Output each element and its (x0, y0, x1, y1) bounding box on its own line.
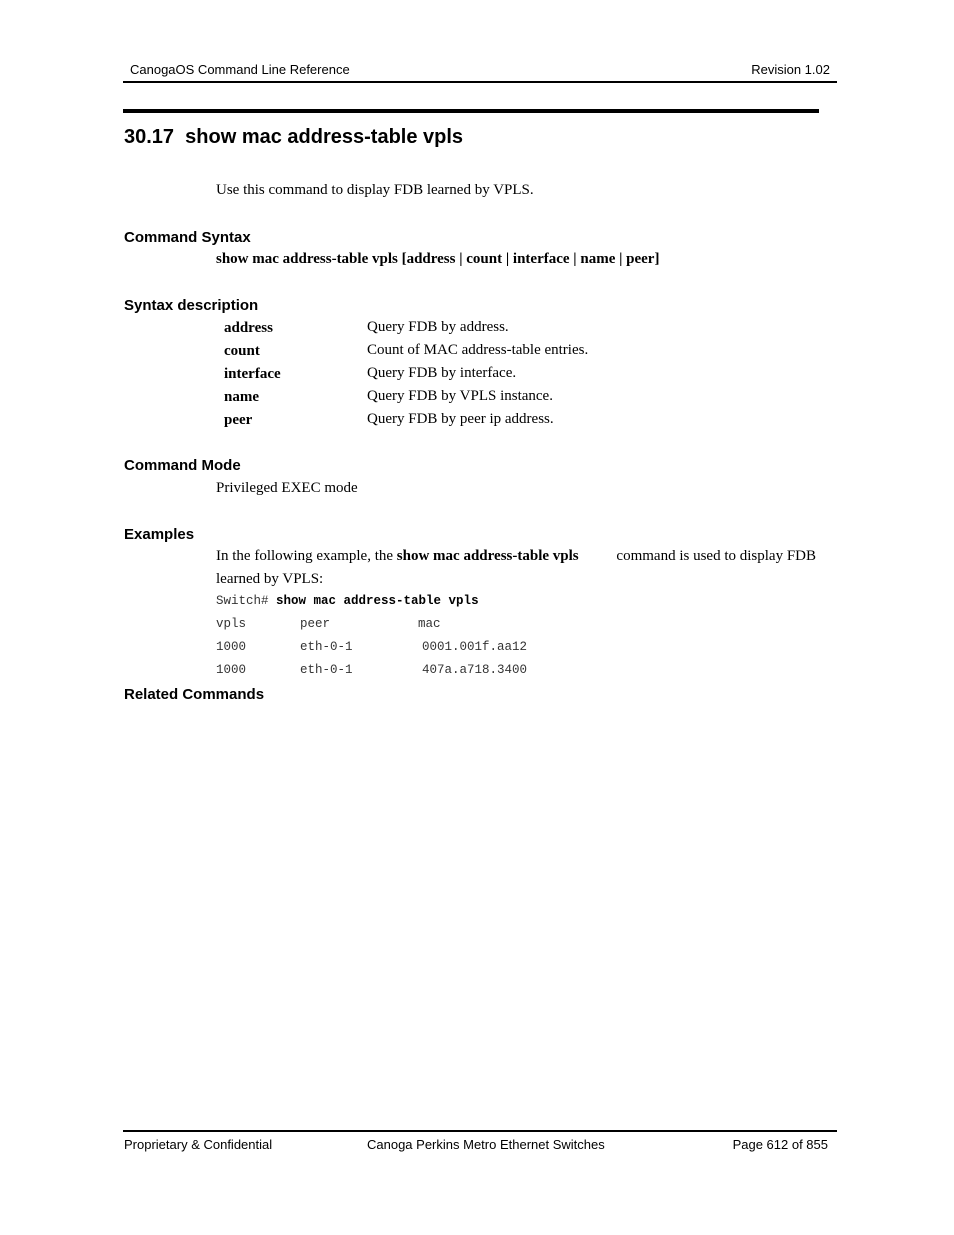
output-cell: 1000 (216, 640, 247, 654)
mode-heading: Command Mode (124, 457, 241, 474)
syntax-term-desc: Query FDB by address. (367, 319, 509, 335)
prompt: Switch# (216, 594, 269, 608)
command-inline: show mac address-table vpls (396, 548, 579, 564)
output-column-header: vpls (216, 617, 247, 631)
footer-left: Proprietary & Confidential (124, 1137, 273, 1152)
footer-center: Canoga Perkins Metro Ethernet Switches (367, 1137, 605, 1152)
header-title: CanogaOS Command Line Reference (130, 62, 350, 77)
syntax-heading: Command Syntax (124, 229, 251, 246)
example-command (216, 594, 479, 608)
footer-rule (123, 1130, 837, 1132)
text: command is used to display FDB (612, 548, 816, 564)
footer-page: Page 612 of 855 (732, 1137, 828, 1152)
examples-paragraph-cont: learned by VPLS: (216, 571, 324, 587)
header-rule (123, 81, 837, 83)
section-title: 30.17 show mac address-table vpls (124, 126, 464, 148)
syntax-term-desc: Query FDB by peer ip address. (367, 411, 554, 427)
output-cell: 407a.a718.3400 (422, 663, 528, 677)
syntax-term: name (224, 389, 259, 405)
command: show mac address-table vpls (276, 594, 479, 608)
text: In the following example, the (216, 548, 397, 564)
examples-heading: Examples (124, 526, 195, 543)
related-heading: Related Commands (124, 686, 265, 703)
output-cell: eth-0-1 (300, 640, 353, 654)
syntax-term: count (224, 343, 260, 359)
section-rule (123, 109, 819, 113)
syntax-term-desc: Count of MAC address-table entries. (367, 342, 589, 358)
syntax-term-desc: Query FDB by VPLS instance. (367, 388, 553, 404)
output-cell: 0001.001f.aa12 (422, 640, 528, 654)
syntax-desc-heading: Syntax description (124, 297, 259, 314)
intro-text: Use this command to display FDB learned by VPLS. (216, 182, 534, 198)
output-column-header: mac (418, 617, 441, 631)
syntax-text: show mac address-table vpls [address | count | interface | name | peer] (216, 251, 660, 267)
output-cell: 1000 (216, 663, 247, 677)
output-cell: eth-0-1 (300, 663, 353, 677)
examples-paragraph (216, 548, 816, 565)
mode-text: Privileged EXEC mode (216, 480, 358, 496)
syntax-term: interface (224, 366, 281, 382)
syntax-term-desc: Query FDB by interface. (367, 365, 517, 381)
syntax-term: address (224, 320, 273, 336)
syntax-term: peer (224, 412, 253, 428)
header-revision: Revision 1.02 (751, 62, 830, 77)
output-column-header: peer (300, 617, 331, 631)
